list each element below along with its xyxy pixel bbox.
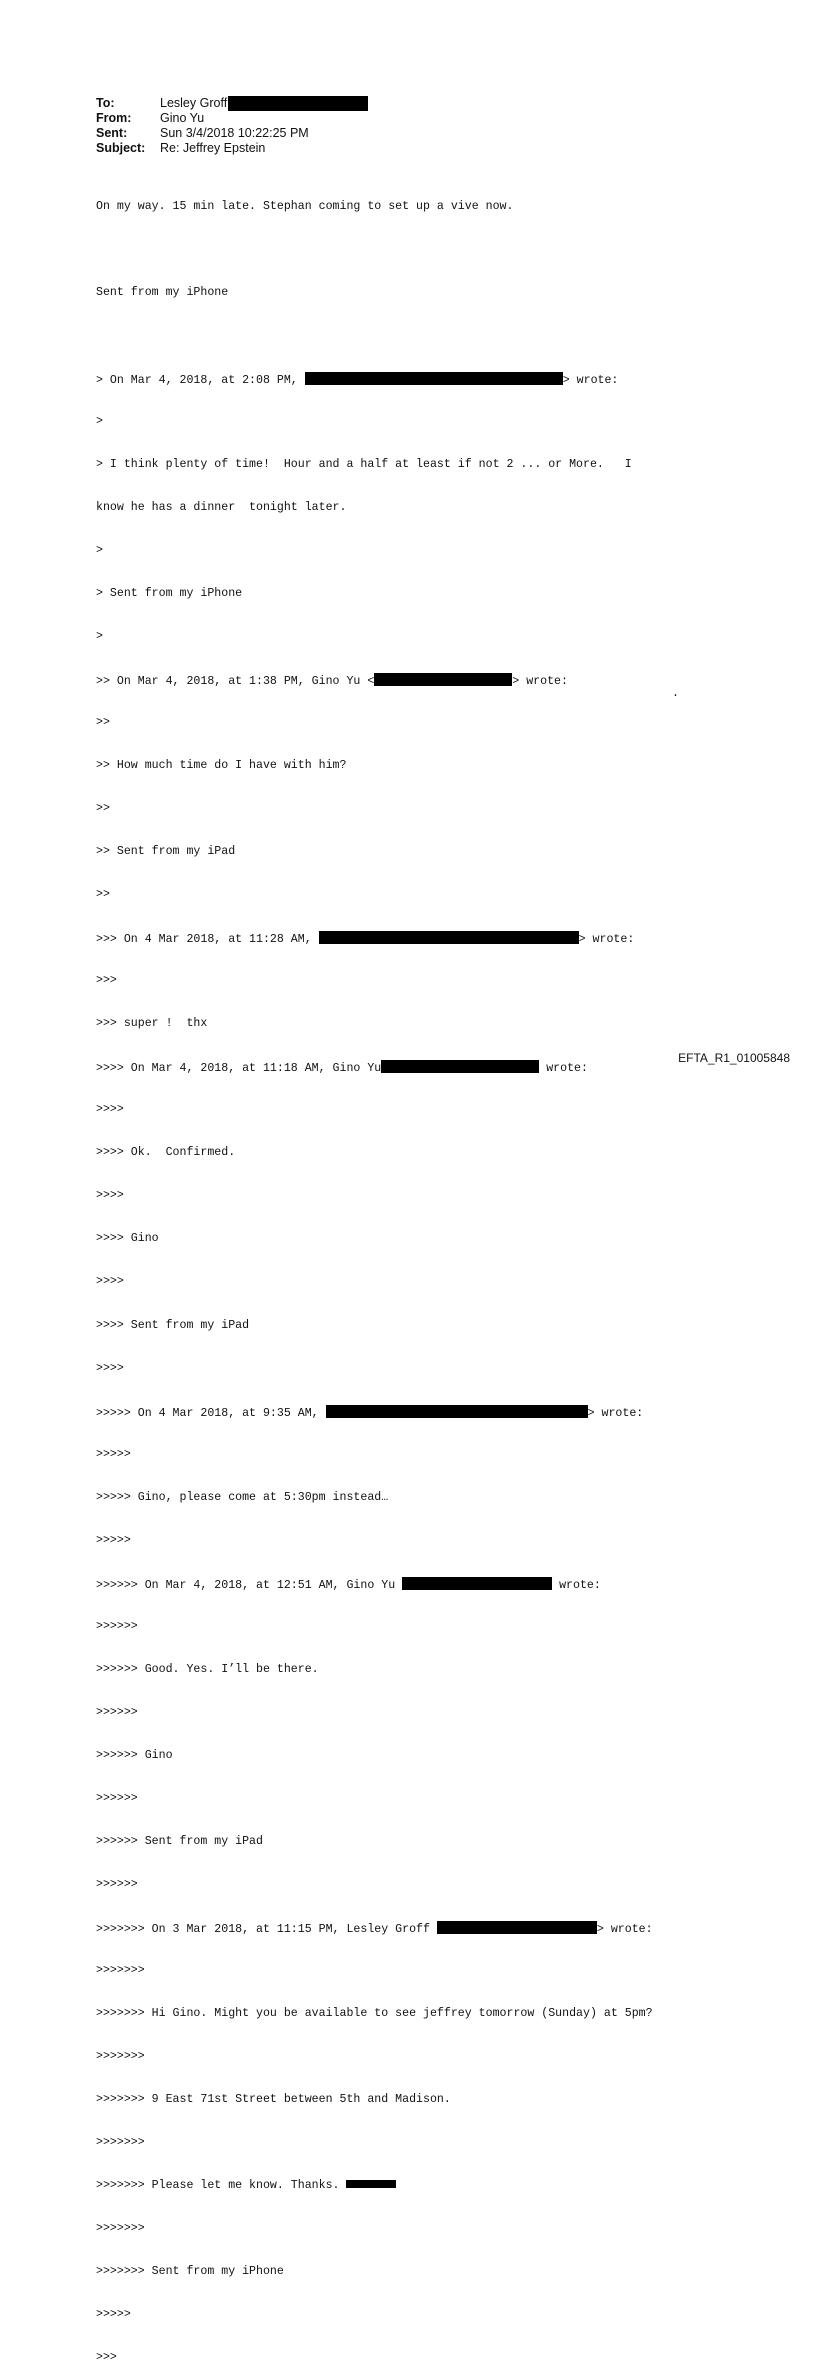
body-line: >>>>> On 4 Mar 2018, at 9:35 AM, > wrote: bbox=[96, 1406, 644, 1420]
body-line: >>>> bbox=[96, 1103, 124, 1117]
stray-mark: . bbox=[672, 687, 679, 700]
redaction-bar bbox=[305, 372, 563, 385]
body-line: >>>>>>> Hi Gino. Might you be available to see jeffrey tomorrow (Sunday) at 5pm? bbox=[96, 2007, 653, 2020]
body-line: > bbox=[96, 543, 103, 557]
redaction-bar bbox=[437, 1921, 597, 1934]
body-line: >>>>>> bbox=[96, 1705, 138, 1719]
subject-value: Re: Jeffrey Epstein bbox=[160, 141, 266, 155]
body-line: >>>>> bbox=[96, 1447, 131, 1461]
redaction-bar bbox=[228, 96, 368, 111]
body-line: >>>> On Mar 4, 2018, at 11:18 AM, Gino Yu wrote: bbox=[96, 1062, 588, 1076]
body-line: >>>>>> Sent from my iPad bbox=[96, 1834, 263, 1848]
email-body bbox=[96, 171, 736, 2380]
document-id: EFTA_R1_01005848 bbox=[678, 1051, 790, 1065]
redaction-bar bbox=[374, 673, 512, 686]
body-line: >> On Mar 4, 2018, at 1:38 PM, Gino Yu < > wrote: bbox=[96, 675, 568, 689]
redaction-bar bbox=[381, 1060, 539, 1073]
body-line: >>>>>>> On 3 Mar 2018, at 11:15 PM, Lesley Groff > wrote: bbox=[96, 1922, 653, 1936]
redaction-bar bbox=[326, 1405, 588, 1418]
body-line: >>>>> Gino, please come at 5:30pm instead… bbox=[96, 1490, 389, 1504]
from-value: Gino Yu bbox=[160, 111, 205, 125]
body-line: >>>>>> bbox=[96, 1791, 138, 1805]
body-line: >>>>>> On Mar 4, 2018, at 12:51 AM, Gino Yu wrote: bbox=[96, 1578, 601, 1592]
body-line: > bbox=[96, 414, 103, 428]
sent-label: Sent: bbox=[96, 126, 128, 140]
body-line: >>> super ! thx bbox=[96, 1017, 208, 1031]
body-line: >>>>>> Good. Yes. I’ll be there. bbox=[96, 1662, 319, 1676]
body-line: >>>> Sent from my iPad bbox=[96, 1318, 250, 1332]
body-line: >>>>>>> bbox=[96, 2136, 145, 2150]
body-line: >>>>> bbox=[96, 2308, 131, 2322]
body-line: >>>>> bbox=[96, 1533, 131, 1547]
body-line: > bbox=[96, 630, 103, 643]
from-label: From: bbox=[96, 111, 132, 125]
redaction-bar bbox=[402, 1577, 552, 1590]
body-line: >>>>>> bbox=[96, 1619, 138, 1633]
body-line: > On Mar 4, 2018, at 2:08 PM, > wrote: bbox=[96, 373, 619, 387]
body-line: >> How much time do I have with him? bbox=[96, 759, 347, 773]
body-line: >>>> bbox=[96, 1361, 124, 1375]
body-line: >> Sent from my iPad bbox=[96, 845, 236, 859]
body-line: know he has a dinner tonight later. bbox=[96, 500, 347, 514]
body-line: >>>> Gino bbox=[96, 1232, 159, 1246]
body-line: Sent from my iPhone bbox=[96, 285, 229, 299]
body-line: >>>>>> bbox=[96, 1877, 138, 1891]
body-line: >>>> bbox=[96, 1275, 124, 1289]
body-line: >>> bbox=[96, 2351, 117, 2365]
body-line: > Sent from my iPhone bbox=[96, 586, 243, 600]
sent-value: Sun 3/4/2018 10:22:25 PM bbox=[160, 126, 309, 140]
body-line: >>> bbox=[96, 974, 117, 988]
body-line: >>>>>>> bbox=[96, 2050, 145, 2064]
body-line: >>>>>> Gino bbox=[96, 1748, 173, 1762]
body-line: >> bbox=[96, 888, 110, 902]
body-line: >>>> bbox=[96, 1189, 124, 1203]
redaction-bar bbox=[346, 2180, 396, 2188]
to-name: Lesley Groff bbox=[160, 96, 228, 110]
body-line: >> bbox=[96, 716, 110, 730]
body-line: >>> On 4 Mar 2018, at 11:28 AM, > wrote: bbox=[96, 933, 635, 947]
body-line: >>>>>>> bbox=[96, 1963, 145, 1977]
body-line: >> bbox=[96, 802, 110, 816]
body-line: On my way. 15 min late. Stephan coming to set up a vive now. bbox=[96, 199, 514, 213]
body-line: >>>> Ok. Confirmed. bbox=[96, 1146, 236, 1160]
to-label: To: bbox=[96, 96, 115, 110]
redaction-bar bbox=[319, 931, 579, 944]
body-line: >>>>>>> 9 East 71st Street between 5th and Madison. bbox=[96, 2093, 451, 2107]
body-line: >>>>>>> Sent from my iPhone bbox=[96, 2265, 284, 2279]
to-value bbox=[160, 96, 368, 111]
body-line: >>>>>>> bbox=[96, 2222, 145, 2236]
body-line: > I think plenty of time! Hour and a half at least if not 2 ... or More. I bbox=[96, 457, 632, 471]
subject-label: Subject: bbox=[96, 141, 146, 155]
body-line: >>>>>>> Please let me know. Thanks. bbox=[96, 2179, 736, 2193]
